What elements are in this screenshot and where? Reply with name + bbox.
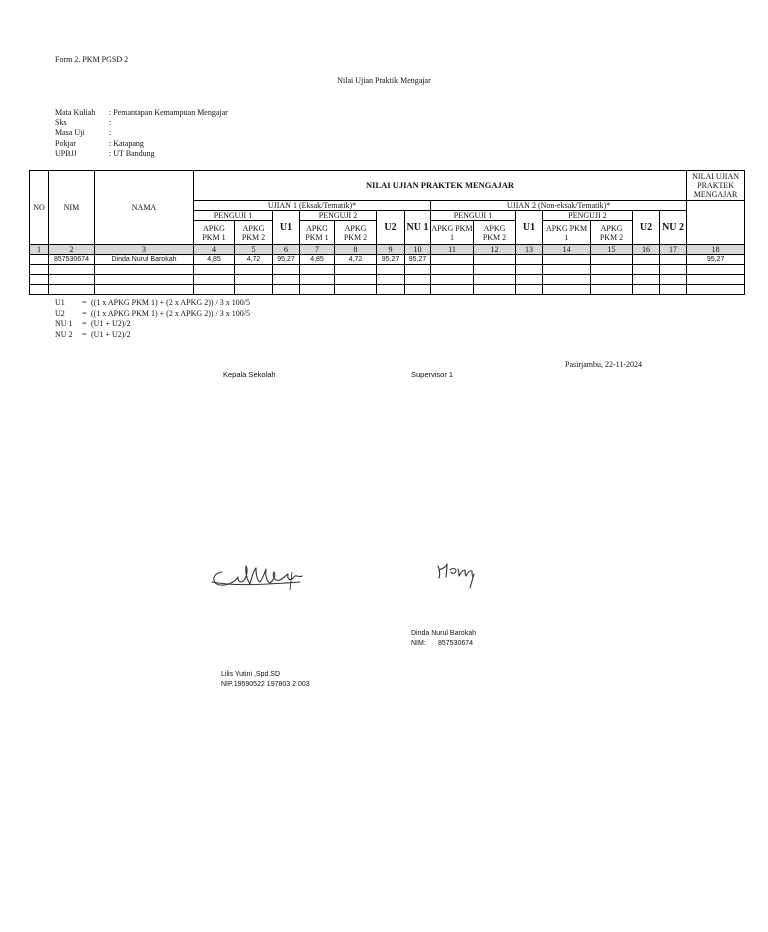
header-apkg-pkm1: APKG PKM 1 xyxy=(431,221,474,245)
column-number: 6 xyxy=(273,245,300,255)
header-apkg-pkm2: APKG PKM 2 xyxy=(235,221,273,245)
info-value: : xyxy=(109,128,112,137)
formula-expr: (U1 + U2)/2 xyxy=(91,330,131,339)
supervisor-label: Supervisor 1 xyxy=(411,370,454,379)
header-u2: U2 xyxy=(377,211,405,245)
form-code: Form 2. PKM PGSD 2 xyxy=(55,55,129,64)
column-number: 16 xyxy=(633,245,660,255)
formula-key: NU 2 xyxy=(55,330,73,339)
supervisor-name: Dinda Nurul Barokah xyxy=(411,630,476,637)
header-ujian-2: UJIAN 2 (Non-eksak/Tematik)* xyxy=(431,201,687,211)
column-number: 8 xyxy=(335,245,377,255)
info-label: Pokjar xyxy=(55,139,76,148)
column-number: 3 xyxy=(95,245,194,255)
kepala-sekolah-label: Kepala Sekolah xyxy=(223,370,276,379)
cell-nu2 xyxy=(660,255,687,265)
cell-u1-p2-apkg-pkm1: 4,85 xyxy=(300,255,335,265)
header-apkg-pkm1: APKG PKM 1 xyxy=(300,221,335,245)
header-nu1: NU 1 xyxy=(405,211,431,245)
column-number: 7 xyxy=(300,245,335,255)
formula-key: U2 xyxy=(55,309,65,318)
column-number: 15 xyxy=(591,245,633,255)
info-label: Masa Uji xyxy=(55,128,85,137)
header-apkg-pkm1: APKG PKM 1 xyxy=(543,221,591,245)
column-number: 2 xyxy=(49,245,95,255)
info-label: UPBJJ xyxy=(55,149,77,158)
supervisor-nim: 857530674 xyxy=(438,640,474,647)
formula-eq: = xyxy=(82,330,87,339)
header-apkg-pkm2: APKG PKM 2 xyxy=(474,221,516,245)
cell-u2: 95,27 xyxy=(377,255,405,265)
formula-expr: (U1 + U2)/2 xyxy=(91,319,131,328)
column-number: 12 xyxy=(474,245,516,255)
header-no: NO xyxy=(30,171,49,245)
header-ujian-1: UJIAN 1 (Eksak/Tematik)* xyxy=(194,201,431,211)
formula-expr: ((1 x APKG PKM 1) + (2 x APKG 2)) / 3 x 100/5 xyxy=(91,309,250,318)
cell-u1-apkg-pkm1: 4,85 xyxy=(194,255,235,265)
header-u1: U1 xyxy=(273,211,300,245)
column-number: 17 xyxy=(660,245,687,255)
header-u2-penguji-1: PENGUJI 1 xyxy=(431,211,516,221)
kepala-signature xyxy=(208,560,308,596)
column-number: 18 xyxy=(687,245,745,255)
header-u1-penguji-2: PENGUJI 2 xyxy=(300,211,377,221)
cell-ujian2-p2-apkg-pkm1 xyxy=(543,255,591,265)
grade-table xyxy=(29,170,745,295)
column-number: 5 xyxy=(235,245,273,255)
cell-final-score: 95,27 xyxy=(687,255,745,265)
header-nama: NAMA xyxy=(95,171,194,245)
header-u2-penguji-2: PENGUJI 2 xyxy=(543,211,633,221)
column-number: 14 xyxy=(543,245,591,255)
column-number: 1 xyxy=(30,245,49,255)
header-final-score: NILAI UJIAN PRAKTEK MENGAJAR xyxy=(687,171,745,201)
cell-ujian2-apkg-pkm2 xyxy=(474,255,516,265)
supervisor-nim-label: NIM: xyxy=(411,640,426,647)
info-label: Mata Kuliah xyxy=(55,108,96,117)
formula-key: NU 1 xyxy=(55,319,73,328)
info-value: : UT Bandung xyxy=(109,149,155,158)
supervisor-signature xyxy=(434,560,484,596)
header-nu2: NU 2 xyxy=(660,211,687,245)
info-value: : Katapang xyxy=(109,139,144,148)
header-u1-penguji-1: PENGUJI 1 xyxy=(194,211,273,221)
kepala-sekolah-nip: NIP.19590522 197803 2 003 xyxy=(221,681,310,688)
header-main: NILAI UJIAN PRAKTEK MENGAJAR xyxy=(194,171,687,201)
column-number: 11 xyxy=(431,245,474,255)
cell-no xyxy=(30,255,49,265)
cell-u1-apkg-pkm2: 4,72 xyxy=(235,255,273,265)
formula-eq: = xyxy=(82,298,87,307)
header-u2-second: U2 xyxy=(633,211,660,245)
header-apkg-pkm2: APKG PKM 2 xyxy=(591,221,633,245)
table-row-empty xyxy=(30,265,745,275)
cell-u1-p2-apkg-pkm2: 4,72 xyxy=(335,255,377,265)
header-final-blank xyxy=(687,201,745,245)
header-u1-second: U1 xyxy=(516,211,543,245)
info-label: Sks xyxy=(55,118,67,127)
place-date: Pasirjambu, 22-11-2024 xyxy=(565,360,643,369)
formula-eq: = xyxy=(82,309,87,318)
page-title: Nilai Ujian Praktik Mengajar xyxy=(337,76,431,85)
header-apkg-pkm2: APKG PKM 2 xyxy=(335,221,377,245)
cell-ujian2-u2 xyxy=(633,255,660,265)
formula-key: U1 xyxy=(55,298,65,307)
column-number: 4 xyxy=(194,245,235,255)
column-number: 10 xyxy=(405,245,431,255)
formula-expr: ((1 x APKG PKM 1) + (2 x APKG 2)) / 3 x 100/5 xyxy=(91,298,250,307)
cell-ujian2-p2-apkg-pkm2 xyxy=(591,255,633,265)
column-number: 9 xyxy=(377,245,405,255)
formula-eq: = xyxy=(82,319,87,328)
column-number: 13 xyxy=(516,245,543,255)
header-nim: NIM xyxy=(49,171,95,245)
table-row xyxy=(30,255,745,265)
cell-ujian2-u1 xyxy=(516,255,543,265)
header-apkg-pkm1: APKG PKM 1 xyxy=(194,221,235,245)
cell-u1: 95,27 xyxy=(273,255,300,265)
cell-nama: Dinda Nurul Barokah xyxy=(95,255,194,265)
table-row-empty xyxy=(30,285,745,295)
cell-ujian2-apkg-pkm1 xyxy=(431,255,474,265)
info-value: : xyxy=(109,118,112,127)
cell-nim: 857530674 xyxy=(49,255,95,265)
kepala-sekolah-name: Lilis Yutini ,Spd.SD xyxy=(221,671,281,678)
table-row-empty xyxy=(30,275,745,285)
column-number-row xyxy=(30,245,745,255)
info-value: : Pemantapan Kemampuan Mengajar xyxy=(109,108,228,117)
cell-nu1: 95,27 xyxy=(405,255,431,265)
